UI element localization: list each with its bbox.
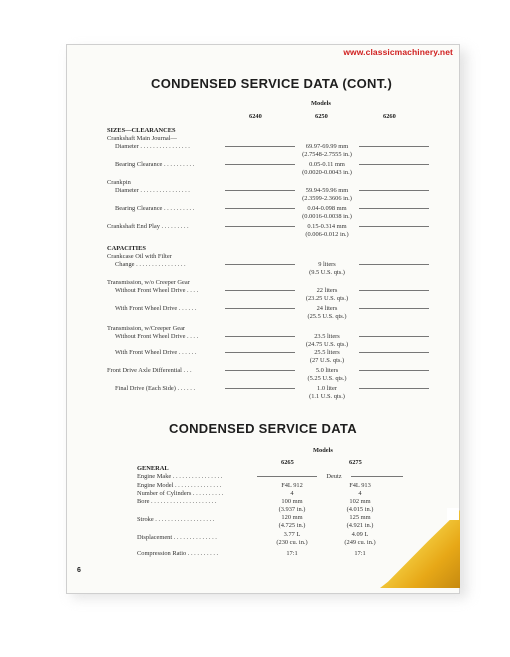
model-header: 6275 — [349, 459, 362, 466]
row-value: F4L 913 — [349, 482, 371, 489]
row-value-alt: (27 U.S. qts.) — [309, 357, 345, 364]
row-value-alt: (0.006-0.012 in.) — [305, 231, 349, 238]
row-value-alt: (9.5 U.S. qts.) — [309, 269, 345, 276]
model-header: 6265 — [281, 459, 294, 466]
row-value-alt: (4.015 in.) — [346, 506, 374, 513]
row-value: 1.0 liter — [317, 385, 337, 392]
row-value: 17:1 — [286, 550, 298, 557]
row-label: Without Front Wheel Drive . . . . — [115, 333, 199, 340]
row-label: Compression Ratio . . . . . . . . . . — [137, 550, 219, 557]
row-label: Transmission, w/o Creeper Gear — [107, 279, 190, 286]
row-label: Bore . . . . . . . . . . . . . . . . . . . . . — [137, 498, 217, 505]
row-value-alt: (230 cu. in.) — [276, 539, 308, 546]
row-value-alt: (0.0020-0.0043 in.) — [302, 169, 352, 176]
row-value: 23.5 liters — [314, 333, 340, 340]
row-value: Deutz — [326, 473, 342, 480]
row-value-alt: (2.7548-2.7555 in.) — [302, 151, 352, 158]
row-value: 125 mm — [349, 514, 371, 521]
row-value: 5.0 liters — [315, 367, 339, 374]
row-value-alt: (4.725 in.) — [278, 522, 306, 529]
row-label: Diameter . . . . . . . . . . . . . . . . — [115, 187, 190, 194]
section-heading: SIZES—CLEARANCES — [107, 127, 176, 134]
section2-title: CONDENSED SERVICE DATA — [169, 421, 357, 436]
row-label: Bearing Clearance . . . . . . . . . . — [115, 161, 195, 168]
row-label: Crankpin — [107, 179, 131, 186]
model-header: 6250 — [315, 113, 328, 120]
row-value: 4 — [358, 490, 362, 497]
model-header: 6240 — [249, 113, 262, 120]
row-label: Stroke . . . . . . . . . . . . . . . . . . . — [137, 516, 215, 523]
row-label: Crankshaft End Play . . . . . . . . . — [107, 223, 189, 230]
row-value: 0.15-0.314 mm — [307, 223, 347, 230]
row-value-alt: (3.937 in.) — [278, 506, 306, 513]
row-label: Change . . . . . . . . . . . . . . . . — [115, 261, 186, 268]
row-value-alt: (5.25 U.S. qts.) — [307, 375, 347, 382]
row-value: 17:1 — [354, 550, 366, 557]
row-label: Number of Cylinders . . . . . . . . . . — [137, 490, 224, 497]
model-header: 6260 — [383, 113, 396, 120]
row-label: Engine Make . . . . . . . . . . . . . . . . — [137, 473, 223, 480]
section-heading: CAPACITIES — [107, 245, 146, 252]
row-label: Engine Model . . . . . . . . . . . . . . . — [137, 482, 222, 489]
row-value: 120 mm — [281, 514, 303, 521]
row-value-alt: (0.0016-0.0038 in.) — [302, 213, 352, 220]
row-label: Transmission, w/Creeper Gear — [107, 325, 186, 332]
row-label: Bearing Clearance . . . . . . . . . . — [115, 205, 195, 212]
models-label: Models — [311, 100, 331, 107]
row-value: 4.09 L — [351, 531, 369, 538]
section1-title: CONDENSED SERVICE DATA (CONT.) — [151, 76, 393, 91]
row-value-alt: (1.1 U.S. qts.) — [309, 393, 345, 400]
section-heading: GENERAL — [137, 465, 169, 472]
row-value: 4 — [290, 490, 294, 497]
row-value: F4L 912 — [281, 482, 303, 489]
row-value: 25.5 liters — [314, 349, 340, 356]
row-value: 9 liters — [318, 261, 336, 268]
row-label: Crankshaft Main Journal— — [107, 135, 177, 142]
row-value: 59.94-59.96 mm — [305, 187, 349, 194]
row-value-alt: (249 cu. in.) — [344, 539, 376, 546]
row-value-alt: (2.3599-2.3606 in.) — [302, 195, 352, 202]
page-number: 6 — [77, 567, 81, 574]
row-label: Final Drive (Each Side) . . . . . . — [115, 385, 196, 392]
row-value: 0.05-0.11 mm — [309, 161, 345, 168]
models-label: Models — [313, 447, 333, 454]
row-label: Front Drive Axle Differential . . . — [107, 367, 192, 374]
row-label: With Front Wheel Drive . . . . . . — [115, 305, 197, 312]
row-value: 102 mm — [349, 498, 371, 505]
row-value-alt: (24.75 U.S. qts.) — [305, 341, 349, 348]
row-label: Displacement . . . . . . . . . . . . . . — [137, 534, 217, 541]
row-value: 3.77 L — [283, 531, 301, 538]
row-value: 22 liters — [316, 287, 338, 294]
row-value: 100 mm — [281, 498, 303, 505]
row-label: Diameter . . . . . . . . . . . . . . . . — [115, 143, 190, 150]
row-value: 0.04-0.098 mm — [307, 205, 347, 212]
row-value-alt: (25.5 U.S. qts.) — [307, 313, 347, 320]
row-label: With Front Wheel Drive . . . . . . — [115, 349, 197, 356]
row-value-alt: (23.25 U.S. qts.) — [305, 295, 349, 302]
source-url[interactable]: www.classicmachinery.net — [343, 47, 453, 57]
row-label: Crankcase Oil with Filter — [107, 253, 172, 260]
row-label: Without Front Wheel Drive . . . . — [115, 287, 199, 294]
document-page — [66, 44, 460, 594]
row-value: 24 liters — [316, 305, 338, 312]
row-value: 69.97-69.99 mm — [305, 143, 349, 150]
row-value-alt: (4.921 in.) — [346, 522, 374, 529]
